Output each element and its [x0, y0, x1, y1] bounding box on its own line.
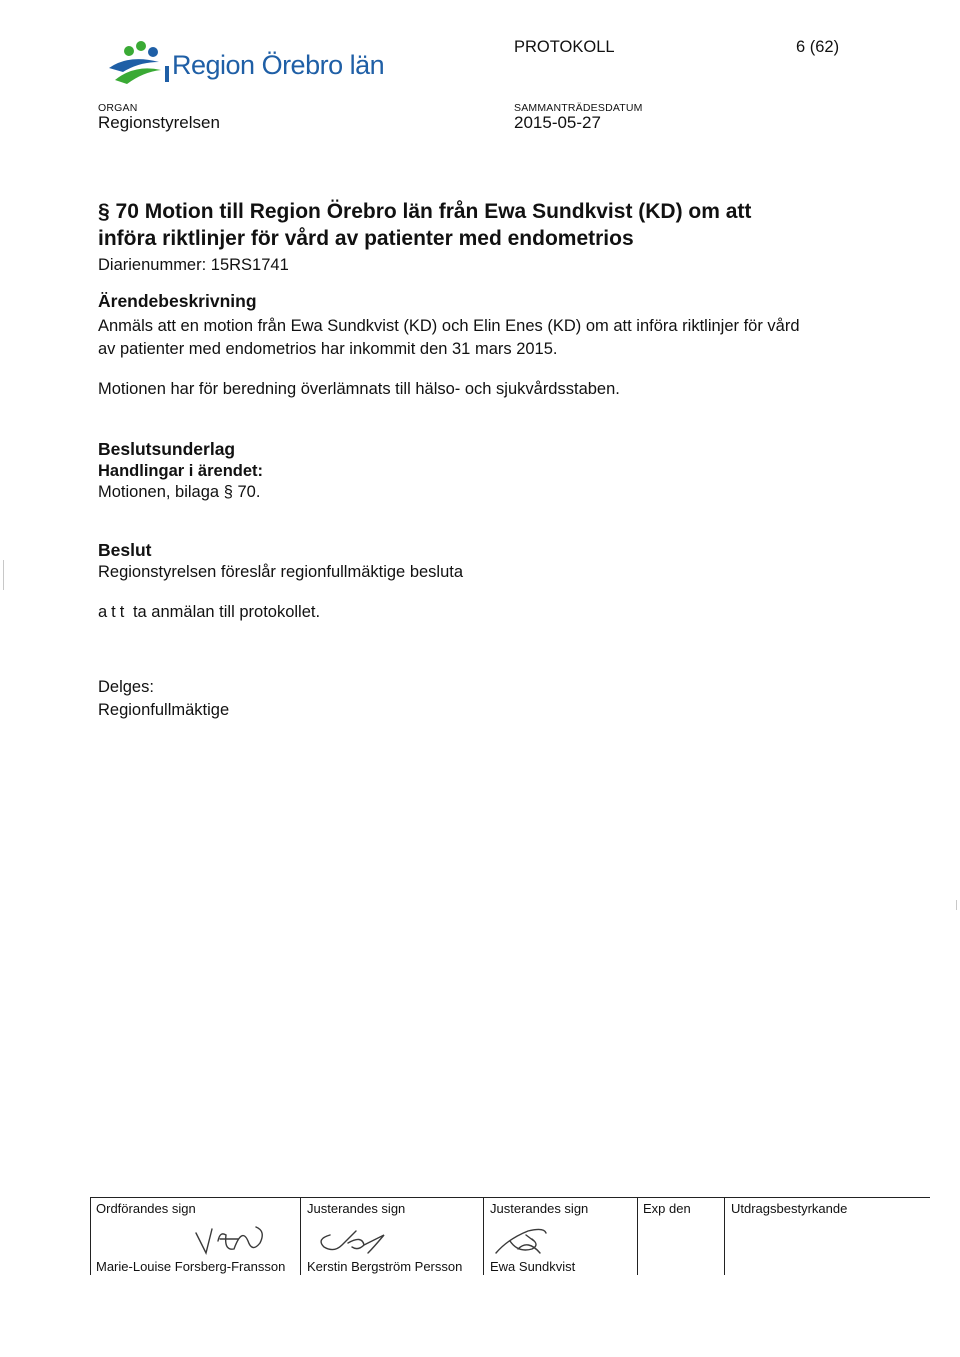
item-title-line1: 70 Motion till Region Örebro län från Ewa Sundkvist (KD) om att: [115, 200, 752, 223]
item-title: [98, 198, 868, 252]
beslut-heading: Beslut: [98, 540, 152, 560]
beslutsunderlag-heading: Beslutsunderlag: [98, 439, 236, 459]
meeting-date: 2015-05-27: [514, 113, 601, 132]
item-content: [98, 198, 868, 722]
certification-label: Utdragsbestyrkande: [731, 1201, 848, 1216]
page-number: 6 (62): [796, 38, 840, 56]
column-divider: [300, 1197, 301, 1275]
organ-label: ORGAN: [98, 102, 138, 114]
handlingar-heading: Handlingar i ärendet:: [98, 462, 264, 480]
adjuster-name: Kerstin Bergström Persson: [307, 1259, 463, 1274]
adjuster-sign-label: Justerandes sign: [307, 1201, 406, 1216]
arendebeskrivning-heading: Ärendebeskrivning: [98, 291, 257, 311]
adjuster-sign-label-2: Justerandes sign: [490, 1201, 589, 1216]
column-divider: [483, 1197, 484, 1275]
item-title-line2: införa riktlinjer för vård av patienter med endometrios: [98, 227, 634, 250]
signature-table-border: [90, 1197, 930, 1198]
arendebeskrivning-paragraph-2: Motionen har för beredning överlämnats till hälso- och sjukvårdsstaben.: [98, 380, 620, 398]
diary-number: Diarienummer: 15RS1741: [98, 256, 289, 274]
signature-table: [90, 1197, 930, 1275]
beslut-text: Regionstyrelsen föreslår regionfullmäktige besluta: [98, 563, 464, 581]
section-symbol: §: [98, 200, 110, 223]
column-divider: [90, 1197, 91, 1275]
scan-mark: [3, 560, 4, 590]
organ-value: Regionstyrelsen: [98, 113, 220, 132]
adjuster-name-2: Ewa Sundkvist: [490, 1259, 576, 1274]
att-word: att: [98, 603, 129, 621]
handwritten-signature-adjuster-2: [488, 1219, 568, 1259]
att-text: ta anmälan till protokollet.: [132, 603, 321, 621]
section-symbol: §: [223, 483, 233, 501]
document-type: PROTOKOLL: [514, 38, 615, 56]
arendebeskrivning-line1: Anmäls att en motion från Ewa Sundkvist (KD) och Elin Enes (KD) om att införa riktlinjer för vård: [98, 317, 800, 335]
beslutsunderlag-text: [98, 481, 868, 504]
delges-recipient: Regionfullmäktige: [98, 701, 230, 719]
meeting-date-label: SAMMANTRÄDESDATUM: [514, 102, 643, 114]
chair-name: Marie-Louise Forsberg-Fransson: [96, 1259, 286, 1274]
delges-label: Delges:: [98, 678, 154, 696]
handwritten-signature-adjuster-1: [312, 1225, 402, 1257]
arendebeskrivning-paragraph: [98, 315, 868, 361]
column-divider: [724, 1197, 725, 1275]
beslut-att-clause: [98, 601, 868, 624]
scan-mark: [956, 900, 957, 910]
exp-date-label: Exp den: [643, 1201, 691, 1216]
beslutsunderlag-document: Motionen, bilaga: [98, 483, 220, 501]
arendebeskrivning-line2: av patienter med endometrios har inkommit den 31 mars 2015.: [98, 340, 558, 358]
chair-sign-label: Ordförandes sign: [96, 1201, 196, 1216]
beslutsunderlag-number: 70.: [237, 483, 261, 501]
handwritten-signature-chair: [190, 1221, 280, 1259]
region-orebro-logo-icon: [105, 40, 175, 88]
org-name: Region Örebro län: [172, 50, 385, 80]
column-divider: [637, 1197, 638, 1275]
